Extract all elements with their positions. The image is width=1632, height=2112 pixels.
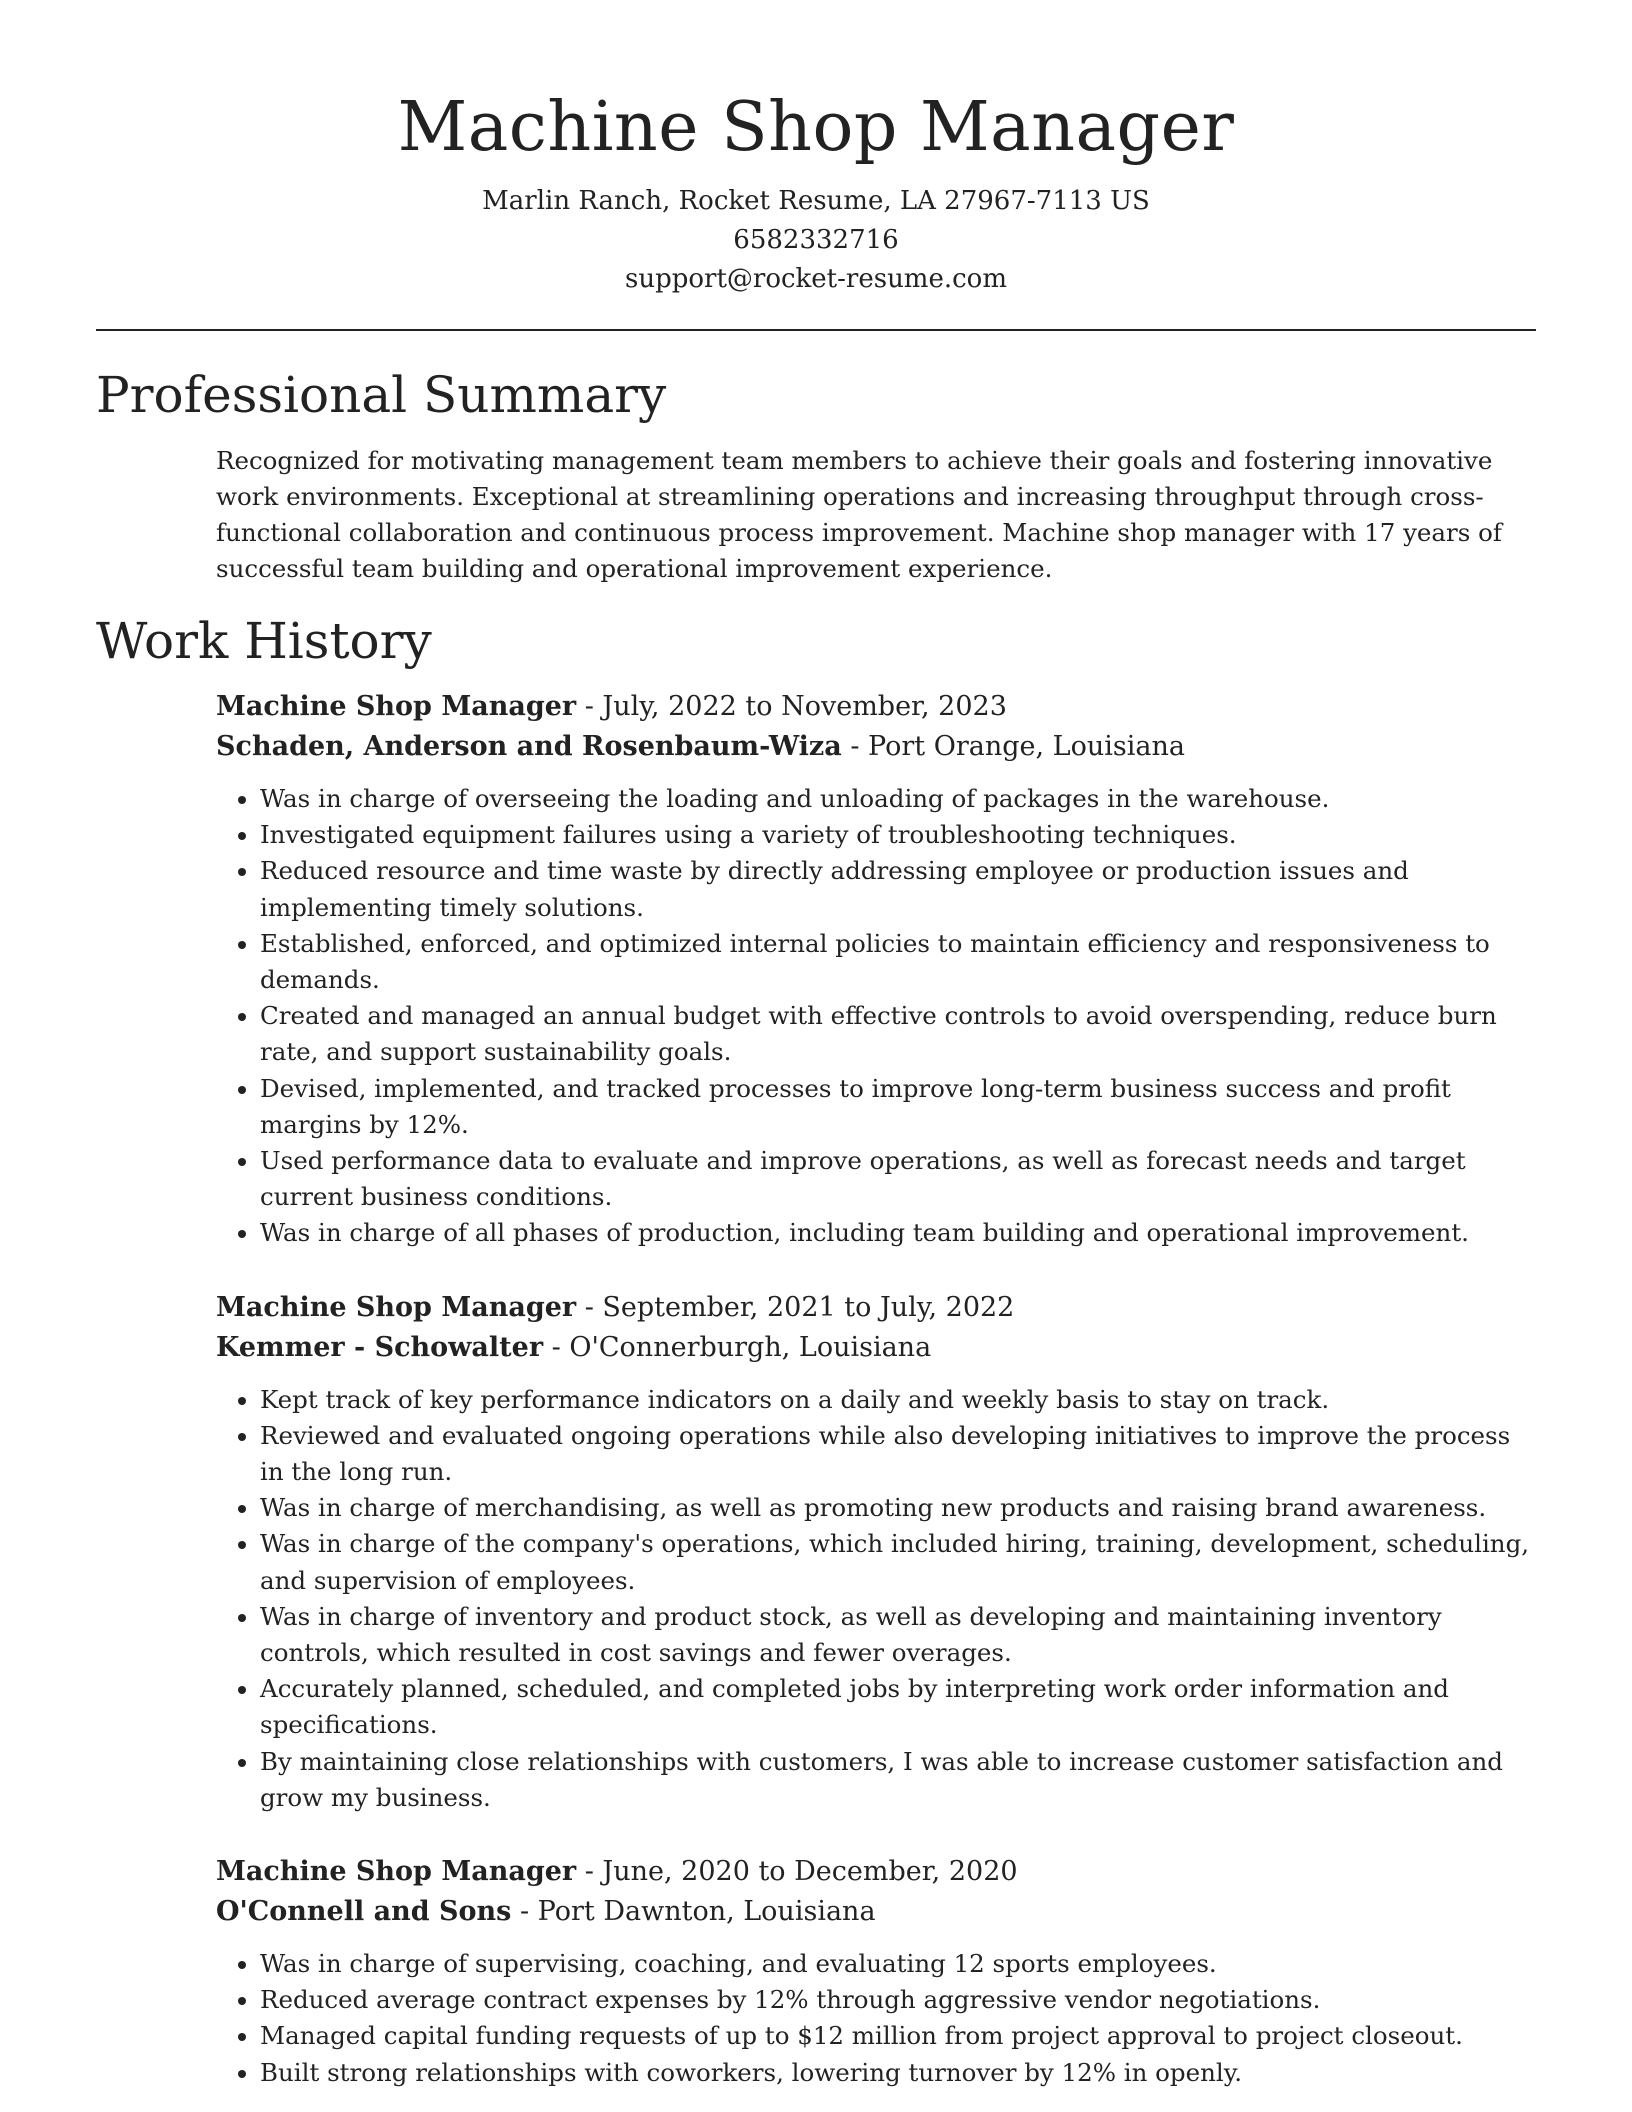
summary-text: Recognized for motivating management team members to achieve their goals and fostering innovative work environments. Exceptional at streamlining operations and increasing throughput through cross-functional collaboration and continuous process improvement. Machine shop manager with 17 years of successful team building and operational improvement experience.: [216, 446, 1502, 583]
job-bullet: • Managed capital funding requests of up to $12 million from project approval to project closeout.: [260, 2018, 1536, 2054]
job-bullet: • Was in charge of overseeing the loading and unloading of packages in the warehouse.: [260, 781, 1536, 817]
job-title-line: [216, 1852, 1536, 1892]
job-company: Schaden, Anderson and Rosenbaum-Wiza: [216, 731, 842, 762]
contact-address: Marlin Ranch, Rocket Resume, LA 27967-7113 US: [482, 186, 1150, 216]
job-bullet: • Reduced average contract expenses by 12% through aggressive vendor negotiations.: [260, 1982, 1536, 2018]
job-company-line: [216, 727, 1536, 767]
job-location: - O'Connerburgh, Louisiana: [543, 1331, 932, 1363]
job-entry: [216, 1288, 1536, 1816]
job-title: Machine Shop Manager: [216, 1291, 577, 1323]
job-bullet: • Kept track of key performance indicators on a daily and weekly basis to stay on track.: [260, 1382, 1536, 1418]
job-bullets: [216, 1382, 1536, 1816]
job-bullet: • Was in charge of supervising, coaching, and evaluating 12 sports employees.: [260, 1946, 1536, 1982]
job-company-line: [216, 1328, 1536, 1368]
job-title-line: [216, 1288, 1536, 1328]
job-title: Machine Shop Manager: [216, 1856, 577, 1888]
work-history-heading: Work History: [96, 612, 432, 670]
contact-phone: 6582332716: [733, 225, 899, 255]
job-title-line: [216, 687, 1536, 727]
job-title: Machine Shop Manager: [216, 691, 577, 722]
job-entry: [216, 1852, 1536, 2091]
job-bullet: • Was in charge of merchandising, as well as promoting new products and raising brand awareness.: [260, 1490, 1536, 1526]
job-bullet: • Created and managed an annual budget with effective controls to avoid overspending, reduce burn rate, and support sustainability goals.: [260, 998, 1536, 1070]
job-bullet: • Reduced resource and time waste by directly addressing employee or production issues and implementing timely solutions.: [260, 853, 1536, 925]
contact-info: [96, 182, 1536, 299]
job-bullet: • Built strong relationships with coworkers, lowering turnover by 12% in openly.: [260, 2055, 1536, 2091]
job-dates: - June, 2020 to December, 2020: [576, 1856, 1018, 1888]
job-bullets: [216, 1946, 1536, 2091]
job-bullet: • Was in charge of inventory and product stock, as well as developing and maintaining inventory controls, which resulted in cost savings and fewer overages.: [260, 1599, 1536, 1671]
job-location: - Port Orange, Louisiana: [841, 731, 1185, 762]
header-divider: [96, 329, 1536, 331]
job-entry: [216, 687, 1536, 1252]
job-dates: - September, 2021 to July, 2022: [576, 1291, 1015, 1323]
job-bullet: • Was in charge of all phases of production, including team building and operational improvement.: [260, 1215, 1536, 1251]
job-bullet: • Accurately planned, scheduled, and completed jobs by interpreting work order information and specifications.: [260, 1671, 1536, 1743]
candidate-name: Machine Shop Manager: [397, 88, 1235, 167]
resume-header: [96, 0, 1536, 299]
contact-email: support@rocket-resume.com: [624, 264, 1007, 294]
job-location: - Port Dawnton, Louisiana: [511, 1896, 876, 1928]
job-bullet: • Investigated equipment failures using a variety of troubleshooting techniques.: [260, 817, 1536, 853]
work-history-list: [216, 687, 1536, 2091]
job-dates: - July, 2022 to November, 2023: [576, 691, 1007, 722]
job-company: O'Connell and Sons: [216, 1896, 512, 1928]
summary-heading: Professional Summary: [96, 366, 667, 424]
job-company: Kemmer - Schowalter: [216, 1331, 544, 1363]
job-bullet: • Established, enforced, and optimized internal policies to maintain efficiency and responsiveness to demands.: [260, 926, 1536, 998]
job-bullet: • By maintaining close relationships with customers, I was able to increase customer satisfaction and grow my business.: [260, 1744, 1536, 1816]
job-bullet: • Devised, implemented, and tracked processes to improve long-term business success and profit margins by 12%.: [260, 1071, 1536, 1143]
job-bullet: • Reviewed and evaluated ongoing operations while also developing initiatives to improve the process in the long run.: [260, 1418, 1536, 1490]
job-company-line: [216, 1892, 1536, 1932]
job-bullet: • Used performance data to evaluate and improve operations, as well as forecast needs and target current business conditions.: [260, 1143, 1536, 1215]
job-bullets: [216, 781, 1536, 1252]
job-bullet: • Was in charge of the company's operations, which included hiring, training, development, scheduling, and supervision of employees.: [260, 1526, 1536, 1598]
